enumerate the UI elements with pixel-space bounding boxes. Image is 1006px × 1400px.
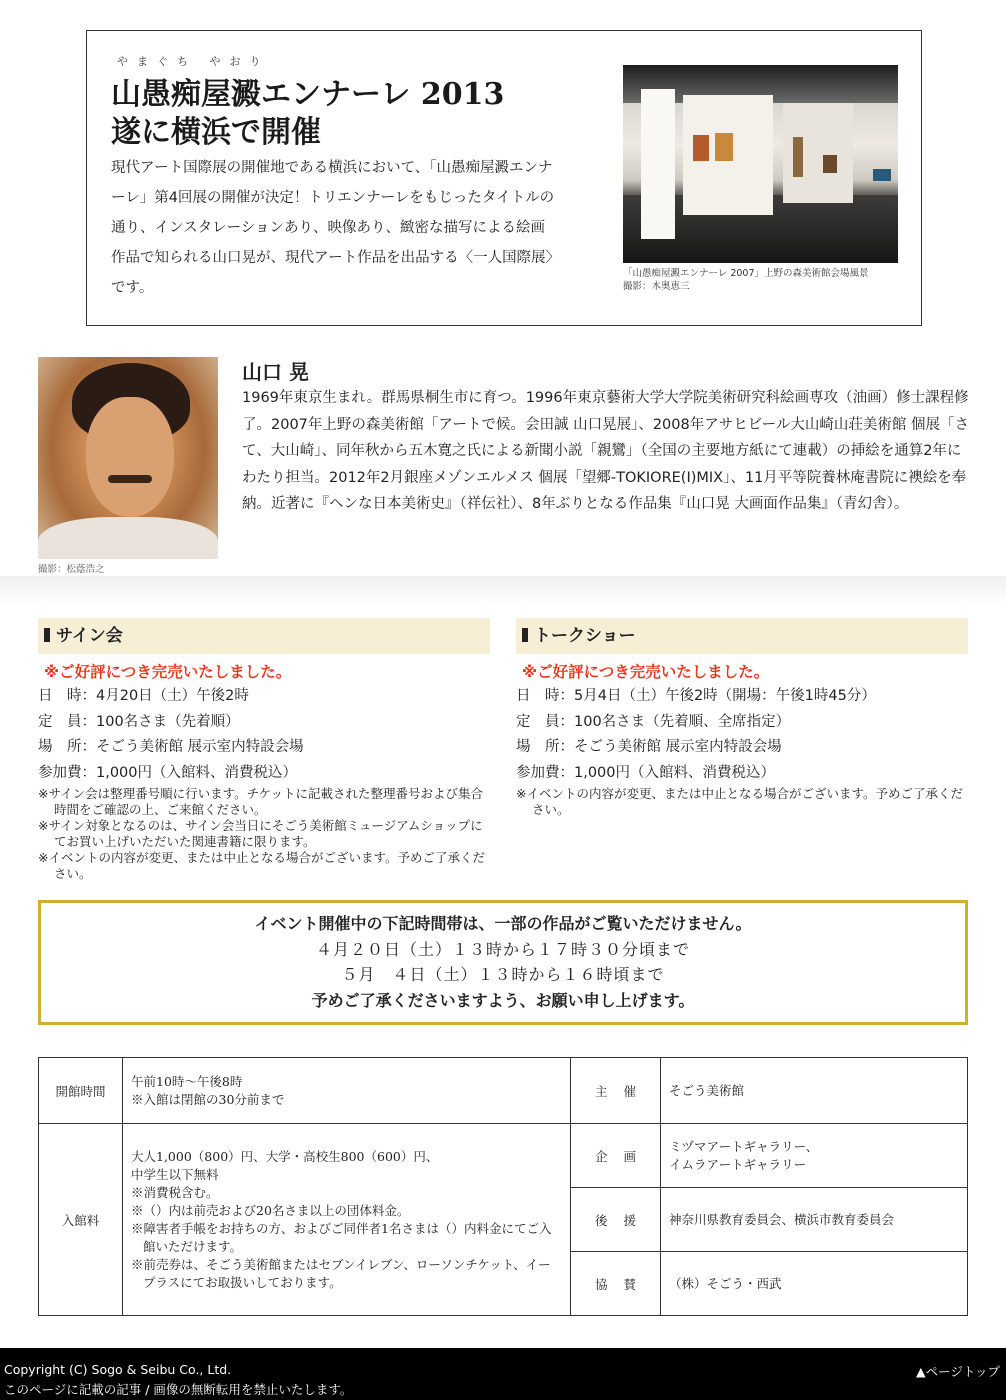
feature-subtitle: 遂に横浜で開催: [111, 115, 321, 150]
hours-label: 開館時間: [39, 1058, 123, 1124]
talk-soldout: ※ご好評につき完売いたしました。: [522, 663, 770, 681]
artist-portrait: [38, 357, 218, 559]
support-label: 後援: [571, 1188, 661, 1252]
feature-description: 現代アート国際展の開催地である横浜において、「山愚痴屋澱エンナーレ」第4回展の開催が決定！トリエンナーレをもじったタイトルの通り、インスタレーションあり、映像あり、緻密な描写による絵画作品で知られる山口晃が、現代アート作品を出品する〈一人国際展〉です。: [111, 160, 555, 296]
talk-event-header: トークショー: [516, 618, 968, 654]
section-divider: [0, 576, 1006, 606]
info-table: [38, 1057, 968, 1316]
sign-row: 場 所：そごう美術館 展示室内特設会場: [38, 739, 304, 755]
sign-event: [38, 618, 490, 882]
artist-name: 山口 晃: [242, 360, 309, 384]
organizer-value: そごう美術館: [661, 1058, 968, 1124]
notice-line: ４月２０日（土）１３時から１７時３０分頃まで: [315, 940, 690, 959]
notice-line: ５月 ４日（土）１３時から１６時頃まで: [341, 965, 665, 984]
notice-line: 予めご了承くださいますよう、お願い申し上げます。: [311, 991, 695, 1010]
notice-line: イベント開催中の下記時間帯は、一部の作品がご覧いただけません。: [254, 914, 752, 933]
sign-row: 参加費：1,000円（入館料、消費税込）: [38, 764, 298, 781]
talk-note: ※イベントの内容が変更、または中止となる場合がございます。予めご了承ください。: [516, 786, 963, 817]
sign-row: 日 時：4月20日（土）午後2時: [38, 688, 249, 704]
bullet-bar-icon: [522, 628, 528, 642]
sign-note: ※サイン会は整理番号順に行います。チケットに記載された整理番号および集合時間をご確認の上、ご来館ください。: [38, 786, 483, 817]
fee-value: 大人1,000（800）円、大学・高校生800（600）円、 中学生以下無料 ※消費税含む。 ※（）内は前売および20名さま以上の団体料金。 ※障害者手帳をお持ちの方、およびご同伴者1名さまは（）内料金にてご入館いただけます。 ※前売券は、そごう美術館またはセブンイレブン、ローソンチケット、イープラスにてお取扱いしております。: [123, 1124, 571, 1316]
gallery-photo: [623, 65, 898, 263]
talk-event: [516, 618, 968, 818]
feature-box: [86, 30, 922, 326]
page-top-link[interactable]: ▲ページトップ: [916, 1364, 1000, 1379]
artist-bio: 1969年東京生まれ。群馬県桐生市に育つ。1996年東京藝術大学大学院美術研究科絵画専攻（油画）修士課程修了。2007年上野の森美術館「アートで候。会田誠 山口晃展」、2008年アサヒビール大山崎山荘美術館 個展「さて、大山崎」、同年秋から五木寛之氏による新聞小説「親鸞」（全国の主要地方紙にて連載）の挿絵を通算2年にわたり担当。2012年2月銀座メゾンエルメス 個展「望郷-TOKIORE(I)MIX」、11月平等院養林庵書院に襖絵を奉納。近著に『ヘンな日本美術史』（祥伝社）、8年ぶりとなる作品集『山口晃 大画面作品集』（青幻舎）。: [242, 390, 969, 512]
sign-event-header: サイン会: [38, 618, 490, 654]
notice-box: [38, 900, 968, 1025]
title-ruby: やまぐち やおり: [117, 55, 270, 68]
feature-title: 山愚痴屋澱エンナーレ 2013: [111, 77, 505, 112]
copy-notice: このページに記載の記事 / 画像の無断転用を禁止いたします。: [4, 1382, 353, 1397]
talk-row: 参加費：1,000円（入館料、消費税込）: [516, 764, 776, 781]
footer: [0, 1348, 1006, 1400]
hours-value: 午前10時〜午後8時 ※入館は閉館の30分前まで: [123, 1058, 571, 1124]
sign-soldout: ※ご好評につき完売いたしました。: [44, 663, 292, 681]
fee-label: 入館料: [39, 1124, 123, 1316]
sign-row: 定 員：100名さま（先着順）: [38, 713, 240, 730]
organizer-label: 主催: [571, 1058, 661, 1124]
bullet-bar-icon: [44, 628, 50, 642]
sponsor-label: 協賛: [571, 1252, 661, 1316]
talk-row: 場 所：そごう美術館 展示室内特設会場: [516, 739, 782, 755]
copyright: Copyright (C) Sogo & Seibu Co., Ltd.: [4, 1362, 232, 1377]
portrait-credit: 撮影：松蔭浩之: [38, 564, 105, 575]
sign-note: ※サイン対象となるのは、サイン会当日にそごう美術館ミュージアムショップにてお買い上げいただいた関連書籍に限ります。: [38, 818, 483, 849]
talk-row: 定 員：100名さま（先着順、全席指定）: [516, 713, 791, 730]
sponsor-value: （株）そごう・西武: [661, 1252, 968, 1316]
photo-caption: 「山愚痴屋澱エンナーレ 2007」上野の森美術館会場風景 撮影：木奥恵三: [623, 268, 869, 292]
planning-label: 企画: [571, 1124, 661, 1188]
sign-note: ※イベントの内容が変更、または中止となる場合がございます。予めご了承ください。: [38, 850, 485, 881]
support-value: 神奈川県教育委員会、横浜市教育委員会: [661, 1188, 968, 1252]
talk-row: 日 時：5月4日（土）午後2時（開場：午後1時45分）: [516, 688, 876, 704]
planning-value: ミヅマアートギャラリー、 イムラアートギャラリー: [661, 1124, 968, 1188]
